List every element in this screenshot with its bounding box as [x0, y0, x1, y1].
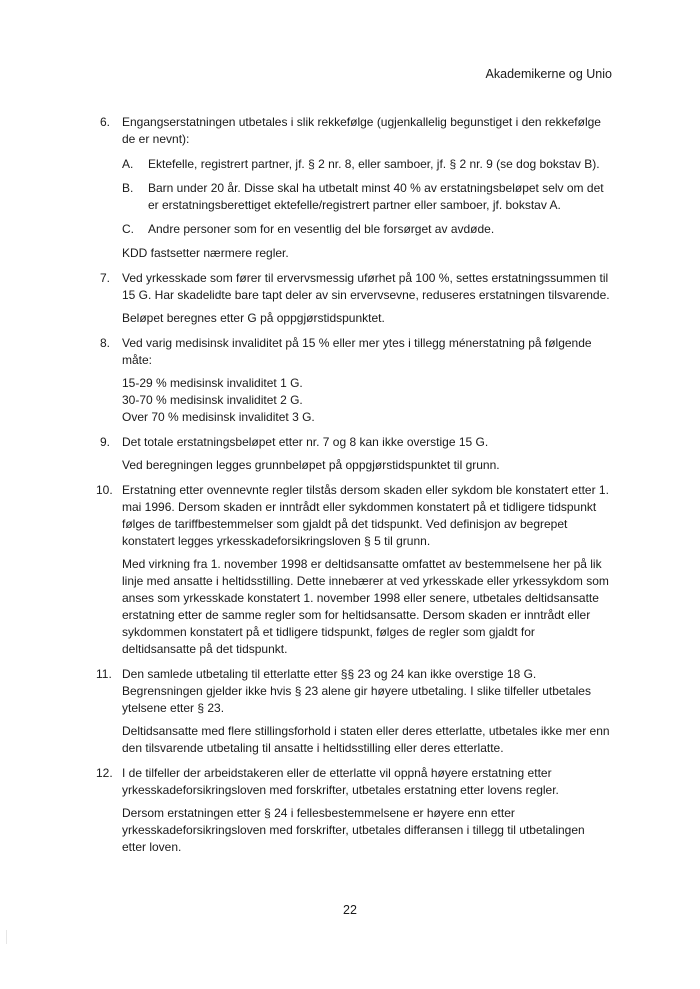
list-item	[100, 335, 610, 426]
item-subparagraph: Beløpet beregnes etter G på oppgjørstidspunktet.	[122, 311, 385, 325]
page-number: 22	[343, 903, 357, 917]
item-text: Den samlede utbetaling til etterlatte etter §§ 23 og 24 kan ikke overstige 18 G. Begrensningen gjelder ikke hvis § 23 alene gir høyere utbetaling. I slike tilfeller utbetales ytelsene etter § 23.	[122, 667, 591, 715]
item-number: 12.	[96, 766, 113, 780]
sub-list-item	[122, 156, 610, 173]
list-item	[100, 434, 610, 474]
sub-list	[122, 156, 610, 238]
invaliditet-list	[122, 375, 610, 426]
item-text: Erstatning etter ovennevnte regler tilstås dersom skaden eller sykdom ble konstatert etter 1. mai 1996. Dersom skaden er inntrådt eller sykdommen konstatert på et tidligere tidspunkt følges de tariffbestemmelser som gjaldt på det tidspunkt. Ved definisjon av begrepet konstatert legges yrkesskadeforsikringsloven § 5 til grunn.	[122, 483, 609, 548]
item-subparagraph: Deltidsansatte med flere stillingsforhold i staten eller deres etterlatte, utbetales ikke mer enn den tilsvarende utbetaling til ansatte i heltidsstilling eller deres etterlatte.	[122, 724, 610, 755]
scan-margin-mark	[6, 930, 7, 944]
sub-item-letter: B.	[122, 181, 134, 195]
sub-list-item	[122, 221, 610, 238]
invaliditet-line: Over 70 % medisinsk invaliditet 3 G.	[122, 410, 315, 424]
item-text: Ved yrkesskade som fører til ervervsmessig uførhet på 100 %, settes erstatningssummen til 15 G. Har skadelidte bare tapt deler av sin ervervsevne, reduseres erstatningen tilsvarende.	[122, 271, 610, 302]
document-body	[96, 114, 610, 864]
list-item	[100, 114, 610, 148]
sub-item-letter: A.	[122, 157, 134, 171]
item-subparagraph: Ved beregningen legges grunnbeløpet på oppgjørstidspunktet til grunn.	[122, 458, 500, 472]
sub-item-text: Andre personer som for en vesentlig del ble forsørget av avdøde.	[148, 222, 495, 236]
item-text: I de tilfeller der arbeidstakeren eller de etterlatte vil oppnå høyere erstatning etter yrkesskadeforsikringsloven med forskrifter, utbetales erstatning etter lovens regler.	[122, 766, 559, 797]
item-subparagraph: Dersom erstatningen etter § 24 i fellesbestemmelsene er høyere enn etter yrkesskadeforsikringsloven med forskrifter, utbetales differansen i tillegg til utbetalingen etter loven.	[122, 806, 585, 854]
item-number: 6.	[100, 115, 111, 129]
sub-item-text: Ektefelle, registrert partner, jf. § 2 nr. 8, eller samboer, jf. § 2 nr. 9 (se dog bokstav B).	[148, 157, 600, 171]
item-text: Ved varig medisinsk invaliditet på 15 % eller mer ytes i tillegg ménerstatning på følgende måte:	[122, 336, 592, 367]
item-number: 9.	[100, 435, 111, 449]
item-number: 10.	[96, 483, 113, 497]
invaliditet-line: 30-70 % medisinsk invaliditet 2 G.	[122, 393, 303, 407]
list-item	[96, 482, 610, 658]
list-item	[96, 666, 610, 757]
item-number: 7.	[100, 271, 111, 285]
item-text: Det totale erstatningsbeløpet etter nr. 7 og 8 kan ikke overstige 15 G.	[122, 435, 489, 449]
sub-item-text: Barn under 20 år. Disse skal ha utbetalt minst 40 % av erstatningsbeløpet selv om det er erstatningsberettiget ektefelle/registrert partner eller samboer, jf. bokstav A.	[148, 181, 604, 212]
list-item	[96, 765, 610, 856]
sub-item-letter: C.	[122, 222, 134, 236]
item-number: 8.	[100, 336, 111, 350]
item-subparagraph: Med virkning fra 1. november 1998 er deltidsansatte omfattet av bestemmelsene her på lik linje med ansatte i heltidsstilling. Dette innebærer at ved yrkesskade eller yrkessykdom som anses som yrkesskade konstatert 1. november 1998 eller senere, utbetales deltidsansatte erstatning etter de samme regler som for heltidsansatte. Dersom skaden er inntrådt eller sykdommen konstatert på et tidligere tidspunkt, følges de regler som gjaldt for deltidsansatte på det tidspunkt.	[122, 557, 609, 656]
item-note: KDD fastsetter nærmere regler.	[122, 246, 289, 260]
list-item	[100, 270, 610, 327]
sub-list-item	[122, 180, 610, 214]
item-text: Engangserstatningen utbetales i slik rekkefølge (ugjenkallelig begunstiget i den rekkefølge de er nevnt):	[122, 115, 601, 146]
item-number: 11.	[96, 667, 112, 681]
page-header: Akademikerne og Unio	[485, 67, 612, 81]
invaliditet-line: 15-29 % medisinsk invaliditet 1 G.	[122, 376, 303, 390]
